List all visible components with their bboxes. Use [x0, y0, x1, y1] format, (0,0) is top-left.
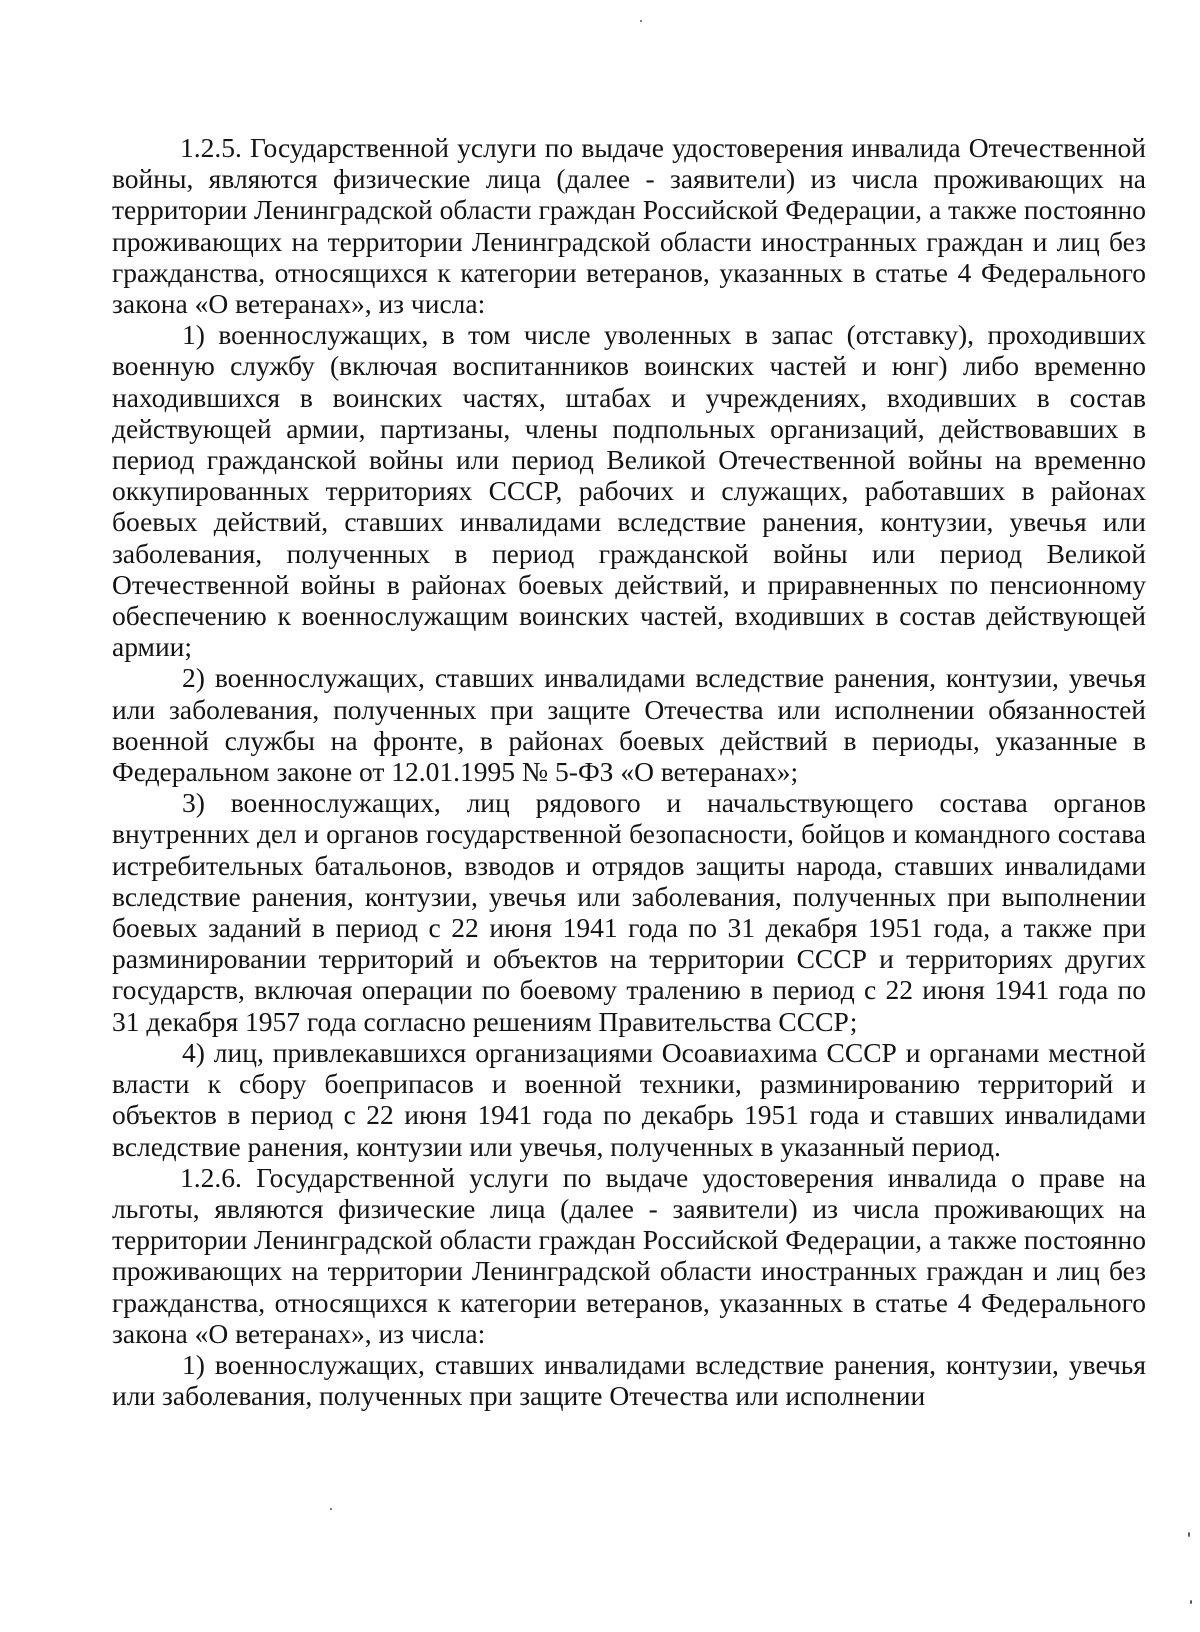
- scan-speck: [330, 1508, 332, 1510]
- list-item-1-2-5-1: 1) военнослужащих, в том числе уволенных в запас (отставку), проходивших военную службу (включая воспитанников воинских частей и юнг) либо временно находившихся в воинских частях, штабах и учреждениях, входивших в состав действующей армии, партизаны, члены подпольных организаций, действовавших в период гражданской войны или период Великой Отечественной войны на временно оккупированных территориях СССР, рабочих и служащих, работавших в районах боевых действий, ставших инвалидами вследствие ранения, контузии, увечья или заболевания, полученных в период гражданской войны или период Великой Отечественной войны в районах боевых действий, и приравненных по пенсионному обеспечению к военнослужащим воинских частей, входивших в состав действующей армии;: [112, 319, 1146, 663]
- paragraph-1-2-6: 1.2.6. Государственной услуги по выдаче удостоверения инвалида о праве на льготы, являются физические лица (далее - заявители) из числа проживающих на территории Ленинградской области граждан Российской Федерации, а также постоянно проживающих на территории Ленинградской области иностранных граждан и лиц без гражданства, относящихся к категории ветеранов, указанных в статье 4 Федерального закона «О ветеранах», из числа:: [112, 1161, 1146, 1349]
- paragraph-1-2-5: 1.2.5. Государственной услуги по выдаче удостоверения инвалида Отечественной войны, являются физические лица (далее - заявители) из числа проживающих на территории Ленинградской области граждан Российской Федерации, а также постоянно проживающих на территории Ленинградской области иностранных граждан и лиц без гражданства, относящихся к категории ветеранов, указанных в статье 4 Федерального закона «О ветеранах», из числа:: [112, 132, 1146, 320]
- scan-speck: [640, 20, 642, 22]
- list-item-1-2-5-3: 3) военнослужащих, лиц рядового и начальствующего состава органов внутренних дел и органов государственной безопасности, бойцов и командного состава истребительных батальонов, взводов и отрядов защиты народа, ставших инвалидами вследствие ранения, контузии, увечья или заболевания, полученных при выполнении боевых заданий в период с 22 июня 1941 года по 31 декабря 1951 года, а также при разминировании территорий и объектов на территории СССР и территориях других государств, включая операции по боевому тралению в период с 22 июня 1941 года по 31 декабря 1957 года согласно решениям Правительства СССР;: [112, 787, 1146, 1037]
- scan-speck: [1190, 1600, 1192, 1604]
- document-page: [112, 132, 1146, 1411]
- list-item-1-2-6-1: 1) военнослужащих, ставших инвалидами вследствие ранения, контузии, увечья или заболевания, полученных при защите Отечества или исполнении: [112, 1348, 1146, 1412]
- list-item-1-2-5-2: 2) военнослужащих, ставших инвалидами вследствие ранения, контузии, увечья или заболевания, полученных при защите Отечества или исполнении обязанностей военной службы на фронте, в районах боевых действий в периоды, указанные в Федеральном законе от 12.01.1995 № 5-ФЗ «О ветеранах»;: [112, 662, 1146, 788]
- list-item-1-2-5-4: 4) лиц, привлекавшихся организациями Осоавиахима СССР и органами местной власти к сбору боеприпасов и военной техники, разминированию территорий и объектов в период с 22 июня 1941 года по декабрь 1951 года и ставших инвалидами вследствие ранения, контузии или увечья, полученных в указанный период.: [112, 1036, 1146, 1162]
- scan-speck: [1188, 1532, 1190, 1537]
